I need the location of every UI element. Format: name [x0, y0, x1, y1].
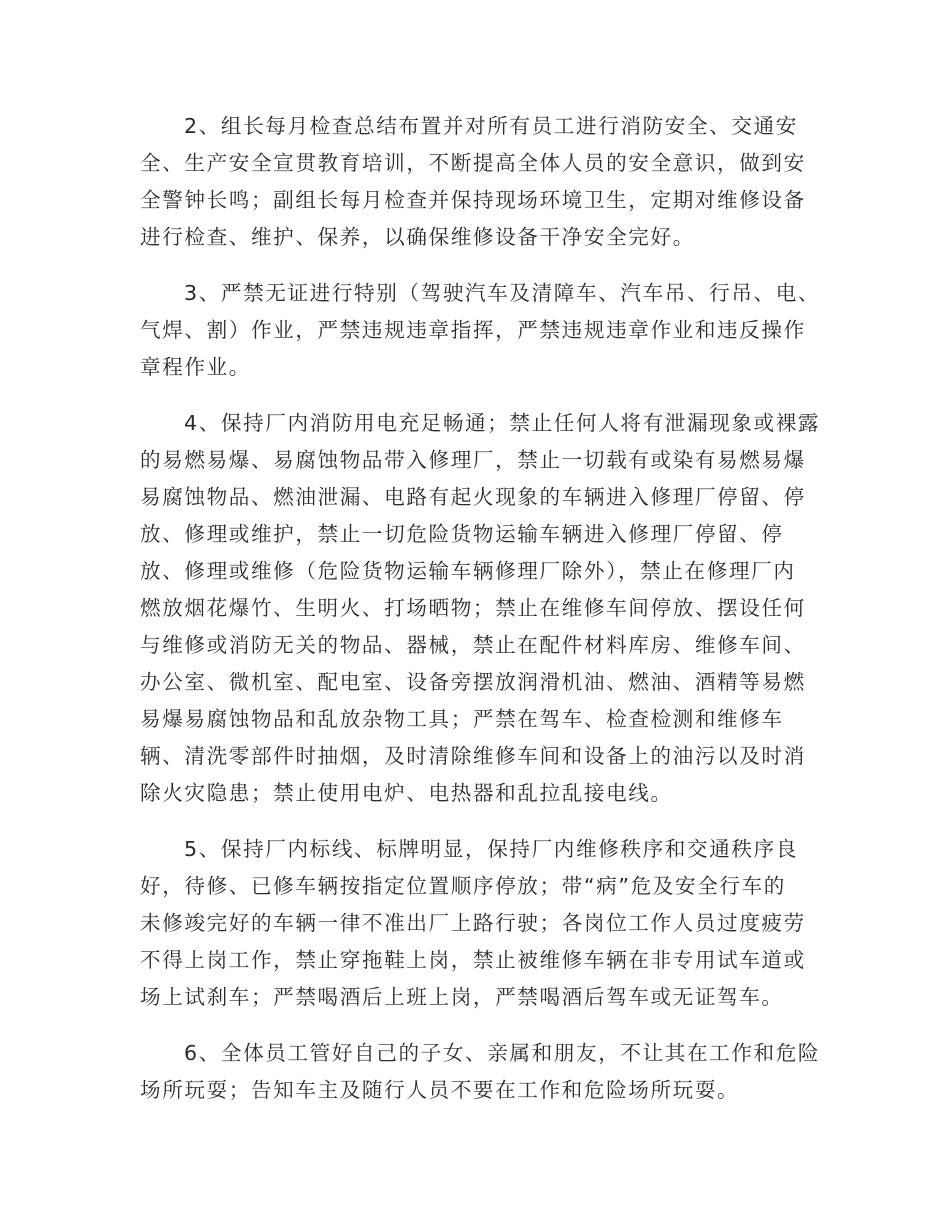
paragraph-line: 易爆易腐蚀物品和乱放杂物工具；严禁在驾车、检查检测和维修车 [140, 707, 784, 731]
paragraph-line: 场上试刹车；严禁喝酒后上班上岗，严禁喝酒后驾车或无证驾车。 [140, 985, 784, 1009]
paragraph-3 [140, 275, 821, 386]
paragraph-line: 气焊、割）作业，严禁违规违章指挥，严禁违规违章作业和违反操作 [140, 318, 806, 342]
paragraph-line: 的易燃易爆、易腐蚀物品带入修理厂，禁止一切载有或染有易燃易爆 [140, 448, 806, 472]
paragraph-line: 全警钟长鸣；副组长每月检查并保持现场环境卫生，定期对维修设备 [140, 188, 806, 212]
paragraph-line: 不得上岗工作，禁止穿拖鞋上岗，禁止被维修车辆在非专用试车道或 [140, 948, 806, 972]
paragraph-line: 3、严禁无证进行特别（驾驶汽车及清障车、汽车吊、行吊、电、 [184, 281, 821, 305]
paragraph-line: 放、修理或维护，禁止一切危险货物运输车辆进入修理厂停留、停 [140, 522, 784, 546]
paragraph-line: 好，待修、已修车辆按指定位置顺序停放；带“病”危及安全行车的 [140, 874, 786, 898]
paragraph-line: 办公室、微机室、配电室、设备旁摆放润滑机油、燃油、酒精等易燃 [140, 670, 806, 694]
paragraph-line: 章程作业。 [140, 355, 251, 379]
paragraph-line: 2、组长每月检查总结布置并对所有员工进行消防安全、交通安 [184, 114, 798, 138]
paragraph-4 [140, 405, 821, 812]
paragraph-line: 4、保持厂内消防用电充足畅通；禁止任何人将有泄漏现象或裸露 [184, 411, 821, 435]
paragraph-5 [140, 831, 810, 1016]
paragraph-line: 易腐蚀物品、燃油泄漏、电路有起火现象的车辆进入修理厂停留、停 [140, 485, 806, 509]
paragraph-line: 5、保持厂内标线、标牌明显，保持厂内维修秩序和交通秩序良 [184, 837, 798, 861]
paragraph-line: 放、修理或维修（危险货物运输车辆修理厂除外），禁止在修理厂内 [140, 559, 796, 583]
paragraph-2 [140, 108, 810, 256]
paragraph-line: 进行检查、维护、保养，以确保维修设备干净安全完好。 [140, 225, 695, 249]
paragraph-line: 未修竣完好的车辆一律不准出厂上路行驶；各岗位工作人员过度疲劳 [140, 911, 806, 935]
paragraph-line: 除火灾隐患；禁止使用电炉、电热器和乱拉乱接电线。 [140, 781, 673, 805]
paragraph-line: 6、全体员工管好自己的子女、亲属和朋友，不让其在工作和危险 [184, 1041, 821, 1065]
paragraph-6 [140, 1035, 821, 1109]
paragraph-line: 与维修或消防无关的物品、器械，禁止在配件材料库房、维修车间、 [140, 633, 806, 657]
paragraph-line: 辆、清洗零部件时抽烟，及时清除维修车间和设备上的油污以及时消 [140, 744, 806, 768]
document-body [140, 108, 821, 1128]
paragraph-line: 场所玩耍；告知车主及随行人员不要在工作和危险场所玩耍。 [140, 1078, 740, 1102]
paragraph-line: 全、生产安全宣贯教育培训，不断提高全体人员的安全意识，做到安 [140, 151, 806, 175]
paragraph-line: 燃放烟花爆竹、生明火、打场晒物；禁止在维修车间停放、摆设任何 [140, 596, 806, 620]
